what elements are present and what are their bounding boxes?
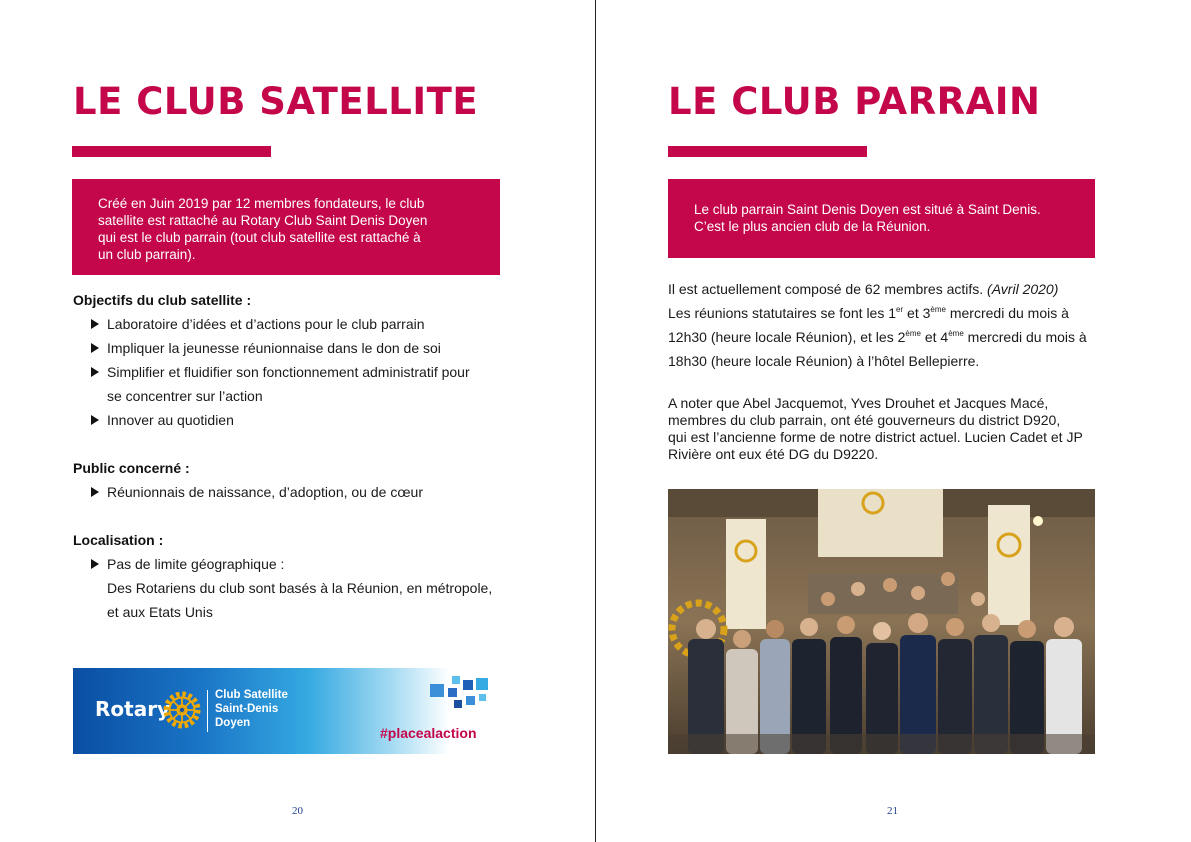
objectives-list [73, 312, 513, 432]
left-page [0, 0, 595, 842]
meetings-line [668, 325, 1108, 349]
ordinal-suffix: ème [905, 329, 921, 338]
note-line: membres du club parrain, ont été gouverneurs du district D920, [668, 412, 1061, 428]
hashtag: #placealaction [380, 725, 477, 741]
meetings-text: et 3 [903, 305, 931, 321]
intro-banner [72, 179, 500, 275]
intro-line: Le club parrain Saint Denis Doyen est situé à Saint Denis. [694, 202, 1041, 217]
club-details [668, 277, 1108, 373]
club-name-line: Saint-Denis [215, 703, 279, 715]
objectives-heading: Objectifs du club satellite : [73, 292, 252, 308]
intro-banner [668, 179, 1095, 258]
intro-line: Créé en Juin 2019 par 12 membres fondateurs, le club [98, 196, 425, 211]
location-list [73, 552, 533, 624]
rotary-club-logo-banner [73, 668, 501, 754]
rotary-wheel-icon [162, 690, 202, 730]
club-name-line: Club Satellite [215, 689, 288, 701]
composition-line [668, 277, 1108, 301]
meetings-text: Les réunions statutaires se font les 1 [668, 305, 897, 321]
location-heading: Localisation : [73, 532, 164, 548]
title-rule [72, 146, 271, 157]
list-item-text: Simplifier et fluidifier son fonctionnement administratif pour [107, 364, 470, 380]
rotary-wordmark: Rotary [95, 697, 171, 721]
public-list [73, 480, 513, 504]
composition-date: (Avril 2020) [987, 281, 1059, 297]
list-item: Laboratoire d’idées et d’actions pour le club parrain [73, 312, 513, 336]
intro-line: qui est le club parrain (tout club satellite est rattaché à [98, 230, 421, 245]
list-item: Impliquer la jeunesse réunionnaise dans le don de soi [73, 336, 513, 360]
list-item [73, 360, 513, 408]
list-item: Réunionnais de naissance, d’adoption, ou de cœur [73, 480, 513, 504]
location-line: et aux Etats Unis [107, 604, 213, 620]
page-title: LE CLUB PARRAIN [668, 80, 1041, 123]
right-page [596, 0, 1191, 842]
composition-text: Il est actuellement composé de 62 membres actifs. [668, 281, 984, 297]
meetings-line [668, 301, 1108, 325]
public-heading: Public concerné : [73, 460, 190, 476]
note-line: A noter que Abel Jacquemot, Yves Drouhet et Jacques Macé, [668, 395, 1049, 411]
meetings-line: 18h30 (heure locale Réunion) à l’hôtel Bellepierre. [668, 353, 980, 369]
club-name [215, 688, 288, 730]
intro-line: un club parrain). [98, 247, 196, 262]
group-photo [668, 489, 1095, 754]
club-name-line: Doyen [215, 717, 251, 729]
page-title: LE CLUB SATELLITE [73, 80, 479, 123]
intro-line: C’est le plus ancien club de la Réunion. [694, 219, 931, 234]
meetings-text: 12h30 (heure locale Réunion), et les 2 [668, 329, 906, 345]
pixel-squares-icon [430, 676, 494, 712]
page-number: 20 [292, 805, 303, 817]
list-item: Innover au quotidien [73, 408, 513, 432]
ordinal-suffix: ème [930, 305, 946, 314]
note-line: Rivière ont eux été DG du D9220. [668, 446, 879, 462]
location-line: Des Rotariens du club sont basés à la Réunion, en métropole, [107, 580, 493, 596]
title-rule [668, 146, 867, 157]
location-line: Pas de limite géographique : [107, 556, 285, 572]
logo-divider [207, 690, 208, 732]
intro-line: satellite est rattaché au Rotary Club Saint Denis Doyen [98, 213, 428, 228]
list-item-continuation: se concentrer sur l’action [107, 388, 263, 404]
note-line: qui est l’ancienne forme de notre district actuel. Lucien Cadet et JP [668, 429, 1083, 445]
ordinal-suffix: ème [948, 329, 964, 338]
meetings-text: mercredi du mois à [945, 305, 1069, 321]
meetings-text: et 4 [920, 329, 949, 345]
meetings-text: mercredi du mois à [963, 329, 1087, 345]
page-number: 21 [887, 805, 898, 817]
governors-note [668, 395, 1108, 463]
group-photo-image [668, 489, 1095, 754]
list-item [73, 552, 533, 624]
ordinal-suffix: er [896, 305, 904, 314]
